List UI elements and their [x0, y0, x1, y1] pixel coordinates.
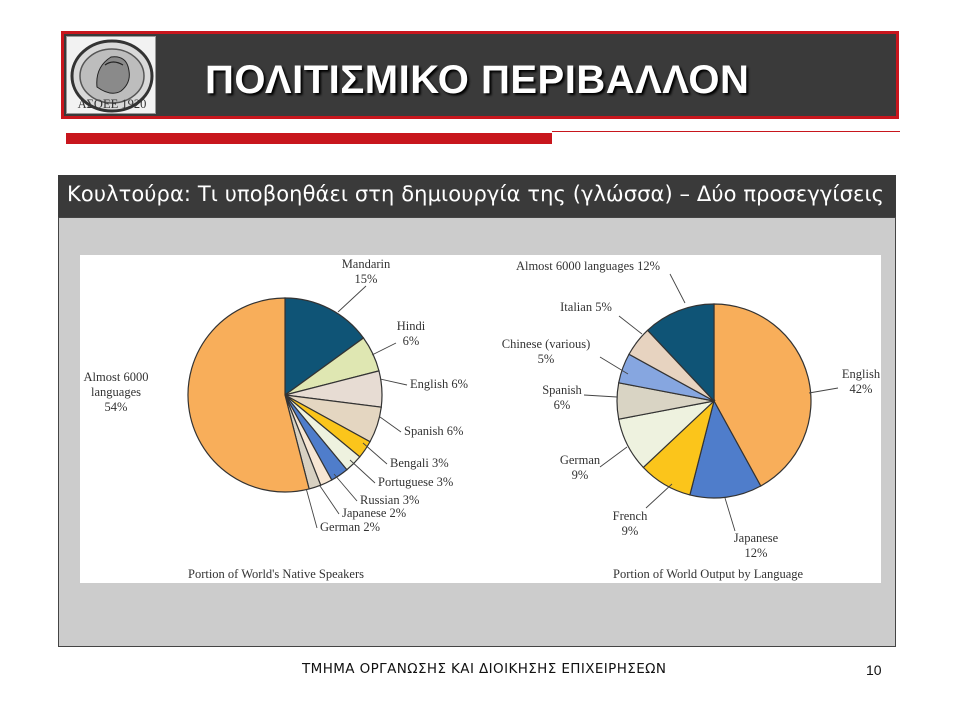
pie1-label-spanish: Spanish 6%: [404, 424, 464, 438]
pie2-label-french: French 9%: [612, 509, 648, 538]
logo-text: ΑΣΟΕΕ 1920: [77, 97, 147, 111]
pie2-label-almost-6000-languages: Almost 6000 languages 12%: [515, 259, 661, 273]
pie2-label-chinese-various: Chinese (various) 5%: [501, 337, 591, 366]
footer-department: ΤΜΗΜΑ ΟΡΓΑΝΩΣΗΣ ΚΑΙ ΔΙΟΙΚΗΣΗΣ ΕΠΙΧΕΙΡΗΣΕΩΝ: [302, 661, 667, 677]
pie2-label-italian: Italian 5%: [560, 300, 612, 314]
pie2-label-japanese: Japanese 12%: [733, 531, 779, 560]
pie1-leader-german: [306, 488, 317, 528]
pie2-label-german: German 9%: [559, 453, 601, 482]
pie1-label-japanese: Japanese 2%: [342, 506, 407, 520]
pie2-leader-italian: [619, 316, 642, 334]
page-number: 10: [866, 662, 882, 678]
pie1-leader-hindi: [372, 343, 396, 355]
pie1-label-russian: Russian 3%: [360, 493, 420, 507]
pie1-label-mandarin: Mandarin 15%: [341, 257, 391, 286]
pie2-label-spanish: Spanish 6%: [542, 383, 582, 412]
pie2-leader-almost-6000-languages: [670, 274, 685, 303]
slide-title: ΠΟΛΙΤΙΣΜΙΚΟ ΠΕΡΙΒΑΛΛΟΝ: [205, 58, 750, 102]
pie1-leader-spanish: [380, 417, 401, 432]
pie1-leader-portuguese: [350, 460, 375, 483]
university-logo: [66, 36, 156, 114]
chart-area: [80, 255, 881, 583]
pie2-leader-french: [646, 484, 672, 508]
pie1-leader-mandarin: [338, 286, 366, 312]
pie2-leader-english: [809, 388, 838, 393]
pie1-label-hindi: Hindi 6%: [396, 319, 426, 348]
pie1-leader-english: [380, 379, 407, 385]
logo-emblem-icon: [67, 37, 156, 114]
pie1-label-portuguese: Portuguese 3%: [378, 475, 454, 489]
pie1-label-bengali: Bengali 3%: [390, 456, 449, 470]
pie1-label-english: English 6%: [410, 377, 468, 391]
pie2-leader-german: [600, 447, 627, 467]
slide-subtitle: Κουλτούρα: Τι υποβοηθάει στη δημιουργία της (γλώσσα) – Δύο προσεγγίσεις: [67, 182, 885, 206]
pie-charts: [80, 255, 881, 583]
red-divider: [66, 133, 552, 144]
pie1-title: Portion of World's Native Speakers: [188, 567, 364, 581]
pie2-title: Portion of World Output by Language: [613, 567, 804, 581]
pie1-label-german: German 2%: [320, 520, 381, 534]
thin-divider: [552, 131, 900, 132]
pie2-label-english: English 42%: [841, 367, 881, 396]
pie1-leader-russian: [334, 474, 357, 501]
pie1-leader-bengali: [363, 443, 387, 464]
pie1-label-almost-6000-languages: Almost 6000 languages 54%: [83, 370, 149, 414]
pie2-leader-japanese: [725, 498, 735, 531]
pie2-leader-spanish: [584, 395, 617, 397]
pie1-leader-japanese: [318, 483, 339, 514]
